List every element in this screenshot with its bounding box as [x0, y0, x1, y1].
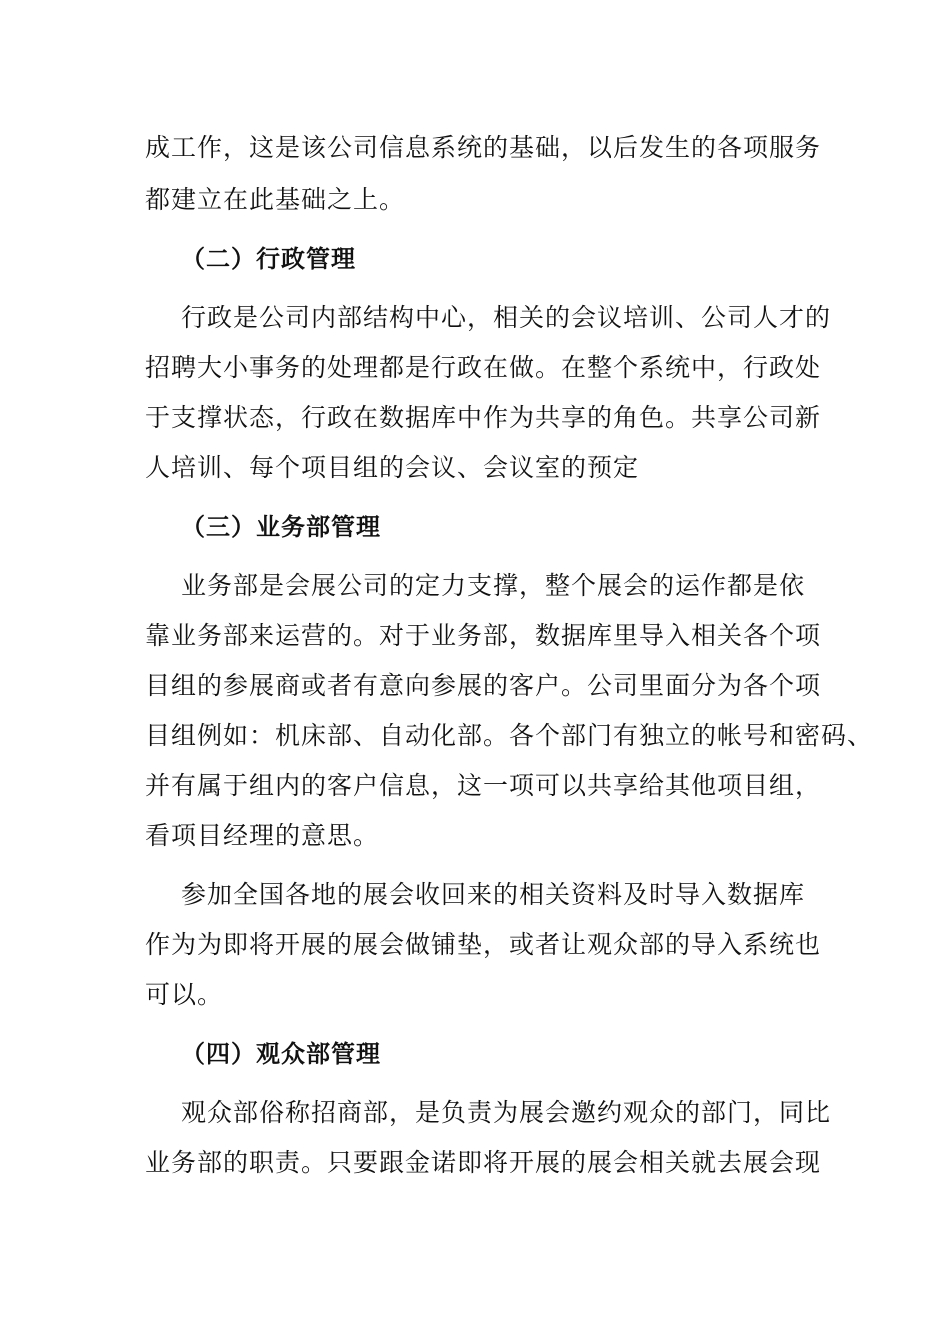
paragraph-line: 可以。	[145, 980, 224, 1009]
paragraph-line: 业务部的职责。只要跟金诺即将开展的展会相关就去展会现	[145, 1148, 822, 1177]
paragraph-line: 于支撑状态，行政在数据库中作为共享的角色。共享公司新	[145, 403, 822, 432]
paragraph-line: 招聘大小事务的处理都是行政在做。在整个系统中，行政处	[145, 353, 822, 382]
paragraph-line: 并有属于组内的客户信息，这一项可以共享给其他项目组，	[145, 771, 822, 800]
paragraph-line: 观众部俗称招商部，是负责为展会邀约观众的部门，同比	[181, 1098, 832, 1127]
section-heading-business-dept: （三）业务部管理	[181, 513, 381, 541]
paragraph-line: 目组的参展商或者有意向参展的客户。公司里面分为各个项	[145, 671, 822, 700]
paragraph-line: 行政是公司内部结构中心，相关的会议培训、公司人才的	[181, 303, 832, 332]
paragraph-line: 都建立在此基础之上。	[145, 185, 406, 214]
paragraph-line: 看项目经理的意思。	[145, 821, 380, 850]
paragraph-line: 人培训、每个项目组的会议、会议室的预定	[145, 453, 640, 482]
paragraph-line: 业务部是会展公司的定力支撑，整个展会的运作都是依	[181, 571, 806, 600]
section-heading-audience-dept: （四）观众部管理	[181, 1040, 381, 1068]
paragraph-line: 参加全国各地的展会收回来的相关资料及时导入数据库	[181, 880, 806, 909]
paragraph-line: 作为为即将开展的展会做铺垫，或者让观众部的导入系统也	[145, 930, 822, 959]
paragraph-line: 目组例如：机床部、自动化部。各个部门有独立的帐号和密码、	[145, 721, 874, 750]
paragraph-line: 成工作，这是该公司信息系统的基础，以后发生的各项服务	[145, 133, 822, 162]
section-heading-administration: （二）行政管理	[181, 245, 356, 273]
paragraph-line: 靠业务部来运营的。对于业务部，数据库里导入相关各个项	[145, 621, 822, 650]
